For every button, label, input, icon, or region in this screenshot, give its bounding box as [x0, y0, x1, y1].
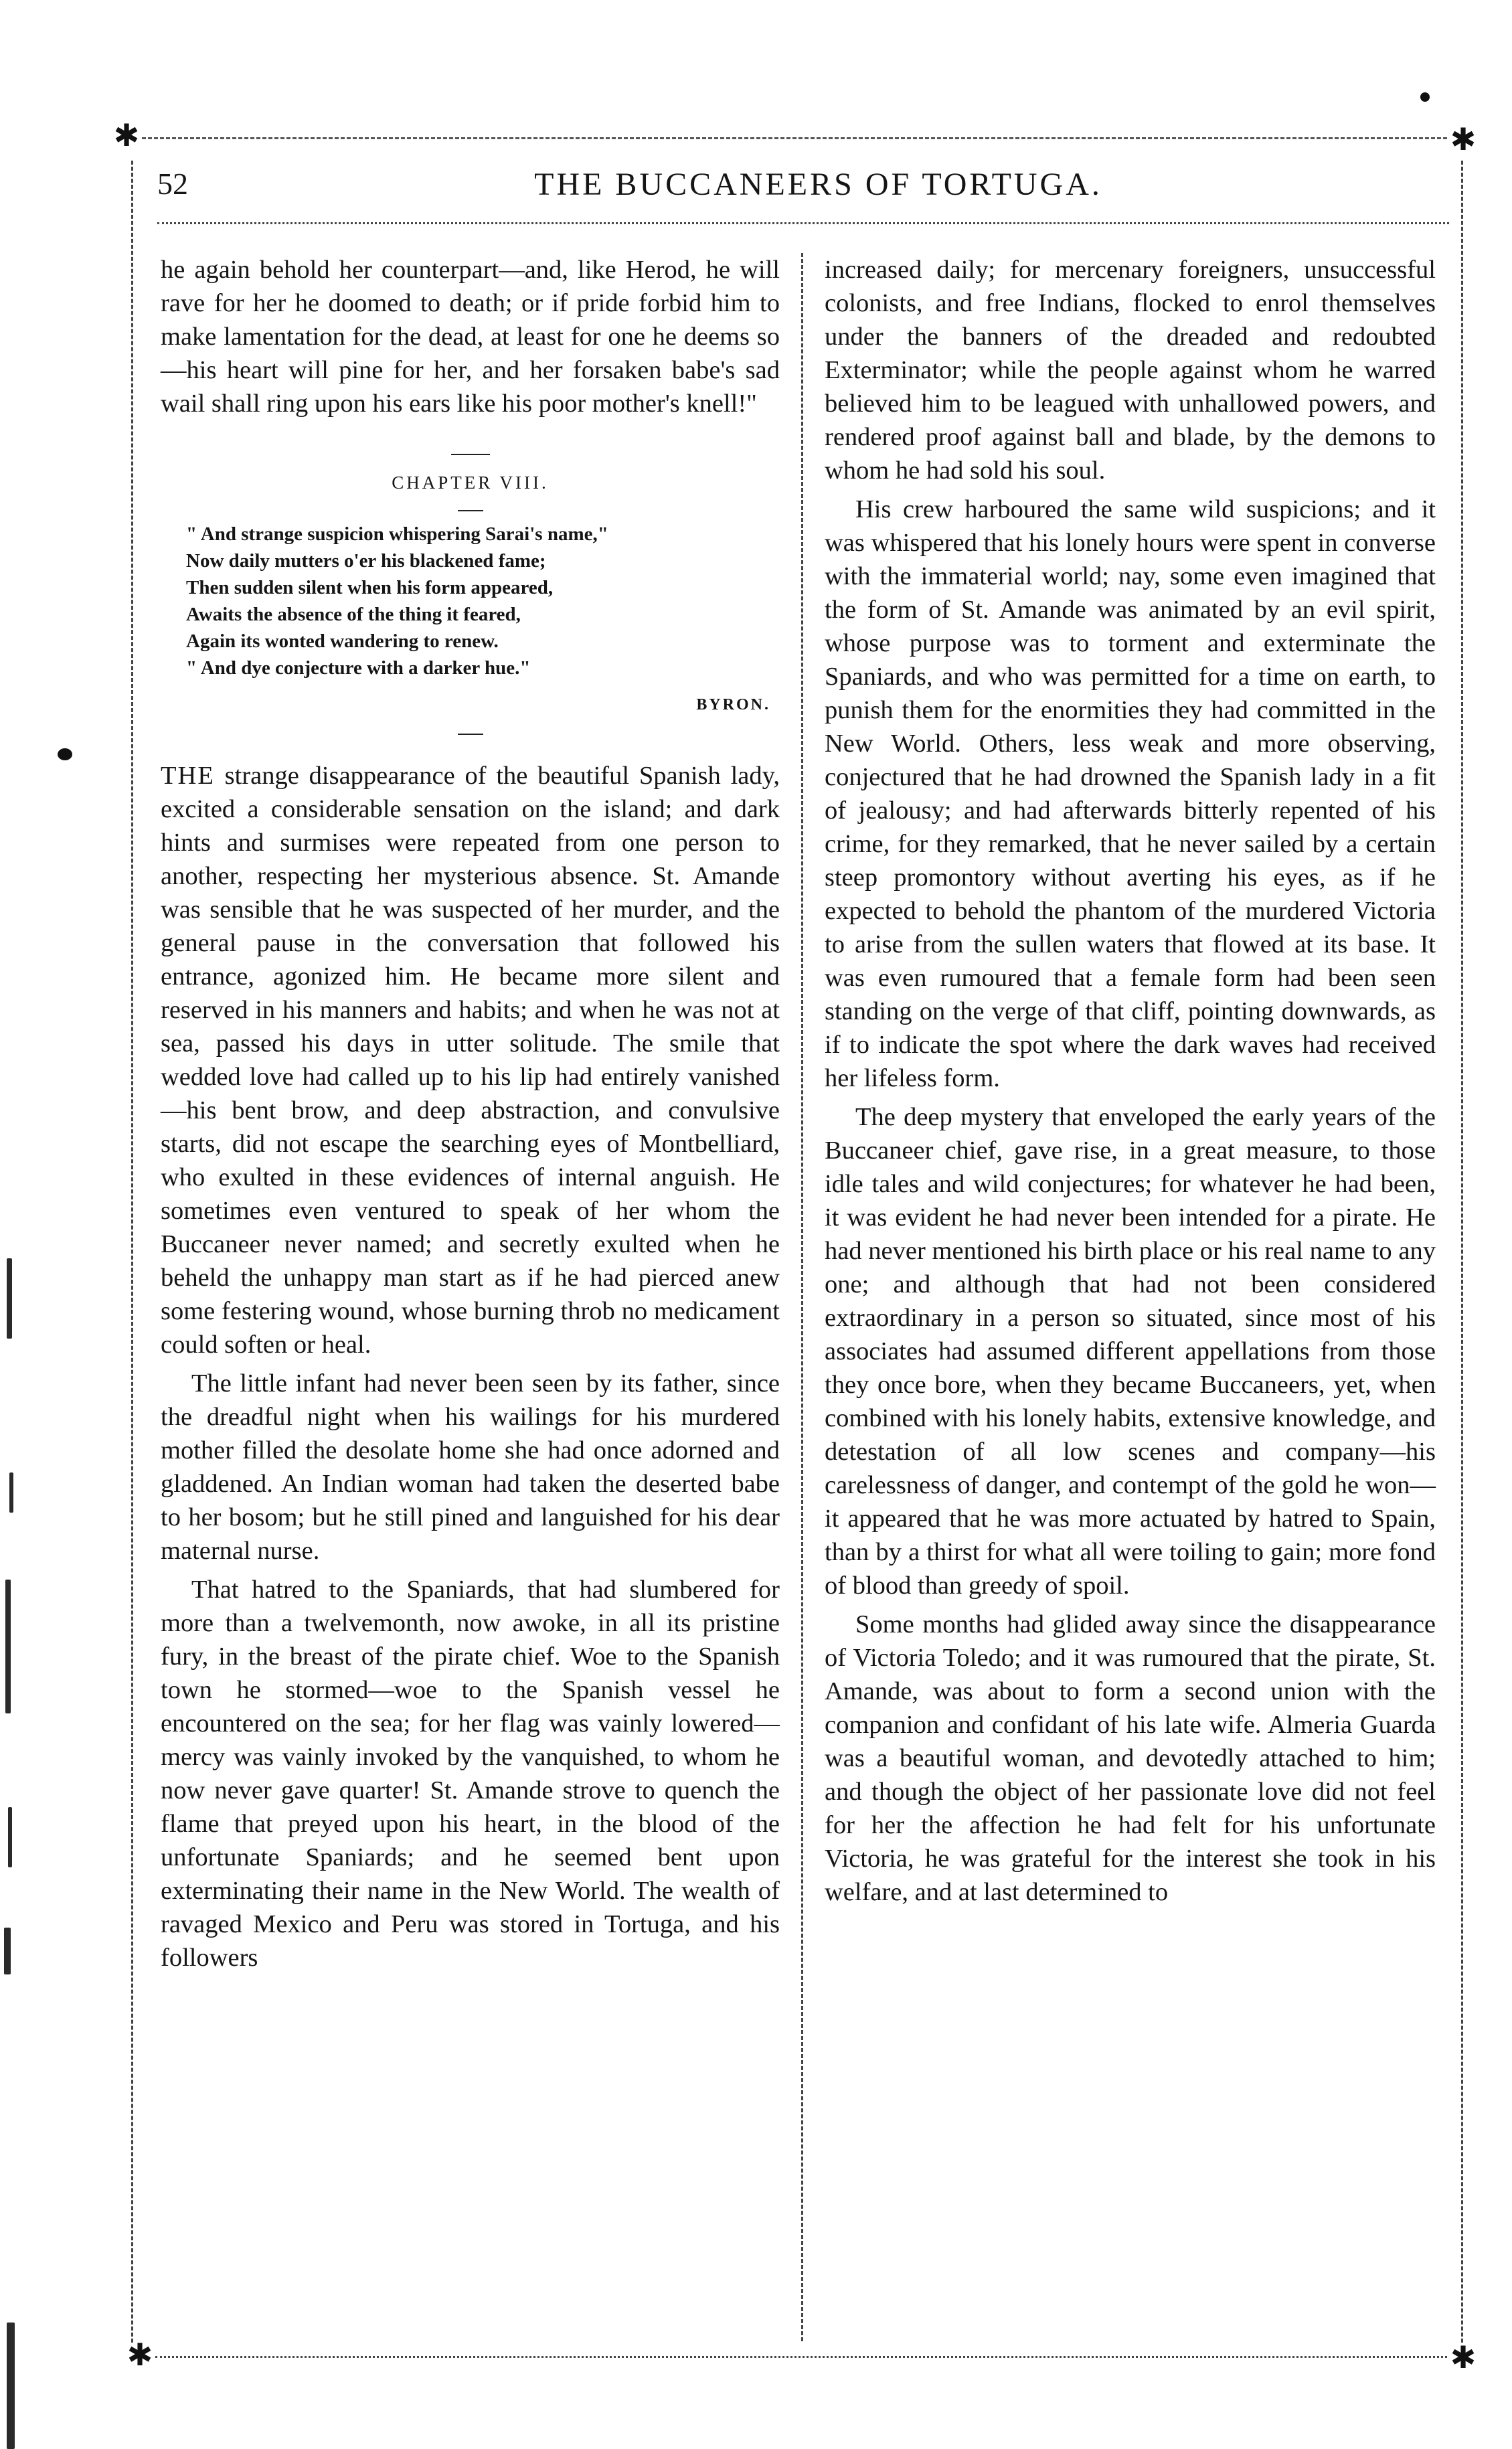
ornament-star-icon: ✱ [1450, 122, 1477, 157]
paragraph: increased daily; for mercenary foreigners, unsuccessful colonists, and free Indians, flocked to enrol themselves under the banners of the dreaded and redoubted Exterminator; while the people against whom he warred believed him to be leagued with unhallowed powers, and rendered proof against ball and blade, by the demons to whom he had sold his soul. [825, 256, 1436, 485]
ornament-star-icon: ✱ [127, 2338, 153, 2372]
ink-spot [58, 748, 72, 760]
paragraph: His crew harboured the same wild suspicions; and it was whispered that his lonely hours were spent in converse with the immaterial world; nay, some even imagined that the form of St. Amande was animated by an evil spirit, whose purpose was to torment and exterminate the Spaniards, and who was permitted for a time on earth, to punish them for the enormities they had committed in the New World. Others, less weak and more observing, conjectured that he had drowned the Spanish lady in a fit of jealousy; and had afterwards bitterly repented of his crime, for they remarked, that he never sailed by a certain steep promontory without averting his eyes, as if he expected to behold the phantom of the murdered Victoria to arise from the sullen waters that flowed at its base. It was even rumoured that a female form had been seen standing on the verge of that cliff, pointing downwards, as if to indicate the spot where the dark waves had received her lifeless form. [825, 495, 1436, 1092]
paragraph [161, 759, 780, 1361]
paragraph: he again behold her counterpart—and, like Herod, he will rave for her he doomed to death; or if pride forbid him to make lamentation for the dead, at least for one he deems so—his heart will pine for her, and her forsaken babe's sad wail shall ring upon his ears like his poor mother's knell!" [161, 256, 780, 418]
top-border-rule [142, 137, 1447, 139]
scan-mark [4, 1928, 11, 1974]
epigraph-line: " And strange suspicion whispering Sarai's name," [186, 523, 608, 545]
chapter-opening-word: THE [161, 762, 215, 790]
scan-mark [7, 1258, 12, 1339]
epigraph-line: Now daily mutters o'er his blackened fame; [186, 550, 546, 572]
scan-mark [5, 1580, 11, 1713]
page-header [157, 166, 1479, 213]
column-divider [801, 253, 803, 2341]
page-number: 52 [157, 167, 188, 201]
epigraph-line: Then sudden silent when his form appeared, [186, 577, 554, 598]
paragraph: The deep mystery that enveloped the early years of the Buccaneer chief, gave rise, in a great measure, to those idle tales and wild conjectures; for whatever he had been, it was evident he had never been intended for a pirate. He had never mentioned his birth place or his real name to any one; and although that had not been considered extraordinary in a person so situated, since most of his associates had assumed different appellations from those they once bore, when they became Buccaneers, yet, when combined with his lonely habits, extensive knowledge, and detestation of all low scenes and company—his carelessness of danger, and contempt of the gold he won—it appeared that he was more actuated by hatred to Spain, than by a thirst for what all were toiling to gain; more fond of blood than greedy of spoil. [825, 1103, 1436, 1600]
header-rule [157, 222, 1449, 224]
ornament-star-icon: ✱ [113, 118, 140, 153]
paragraph-text: strange disappearance of the beautiful Spanish lady, excited a considerable sensation on the island; and dark hints and surmises were repeated from one person to another, respecting her mysterious absence. St. Amande was sensible that he was suspected of her murder, and the general pause in the conversation that followed his entrance, agonized him. He became more silent and reserved in his manners and habits; and when he was not at sea, passed his days in utter solitude. The smile that wedded love had called up to his lip had entirely vanished—his bent brow, and deep abstraction, and convulsive starts, did not escape the searching eyes of Montbelliard, who exulted in these evidences of internal anguish. He sometimes even ventured to speak of her whom the Buccaneer never named; and secretly exulted when he beheld the unhappy man start as if he had pierced anew some festering wound, whose burning throb no medicament could soften or heal. [161, 762, 780, 1359]
right-column [825, 253, 1436, 1914]
section-rule [458, 734, 483, 735]
epigraph-line: Again its wonted wandering to renew. [186, 630, 499, 652]
ornament-star-icon: ✱ [1450, 2341, 1477, 2375]
scan-mark [9, 1472, 13, 1513]
left-column [161, 253, 780, 1980]
paragraph: The little infant had never been seen by its father, since the dreadful night when his wailings for his murdered mother filled the desolate home she had once adorned and gladdened. An Indian woman had taken the deserted babe to her bosom; but he still pined and languished for his dear maternal nurse. [161, 1369, 780, 1565]
scan-mark [7, 2323, 15, 2449]
paragraph: That hatred to the Spaniards, that had slumbered for more than a twelvemonth, now awoke, in all its pristine fury, in the breast of the pirate chief. Woe to the Spanish town he stormed—woe to the Spanish vessel he encountered on the sea; for her flag was vainly lowered—mercy was vainly invoked by the vanquished, to whom he now never gave quarter! St. Amande strove to quench the flame that preyed upon his heart, in the blood of the unfortunate Spaniards; and he seemed bent upon exterminating their name in the New World. The wealth of ravaged Mexico and Peru was stored in Tortuga, and his followers [161, 1576, 780, 1972]
running-title: THE BUCCANEERS OF TORTUGA. [534, 167, 1102, 202]
chapter-heading: CHAPTER VIII. [161, 454, 780, 511]
paragraph: Some months had glided away since the disappearance of Victoria Toledo; and it was rumoured that the pirate, St. Amande, was about to form a second union with the companion and confidant of his late wife. Almeria Guarda was a beautiful woman, and devotedly attached to him; and though the object of her passionate love did not feel for her the affection he had felt for his unfortunate Victoria, he was grateful for the interest she took in his welfare, and at last determined to [825, 1610, 1436, 1906]
epigraph-line: " And dye conjecture with a darker hue." [186, 657, 531, 679]
left-border-rule [131, 161, 133, 2343]
right-border-rule [1461, 161, 1463, 2343]
epigraph-line: Awaits the absence of the thing it feared, [186, 604, 521, 625]
ink-spot [1420, 92, 1430, 102]
bottom-border-rule [155, 2356, 1447, 2358]
scan-mark [8, 1807, 12, 1867]
epigraph [186, 521, 780, 681]
scan-edge-strip [0, 0, 32, 2449]
epigraph-attribution: BYRON. [696, 696, 770, 713]
